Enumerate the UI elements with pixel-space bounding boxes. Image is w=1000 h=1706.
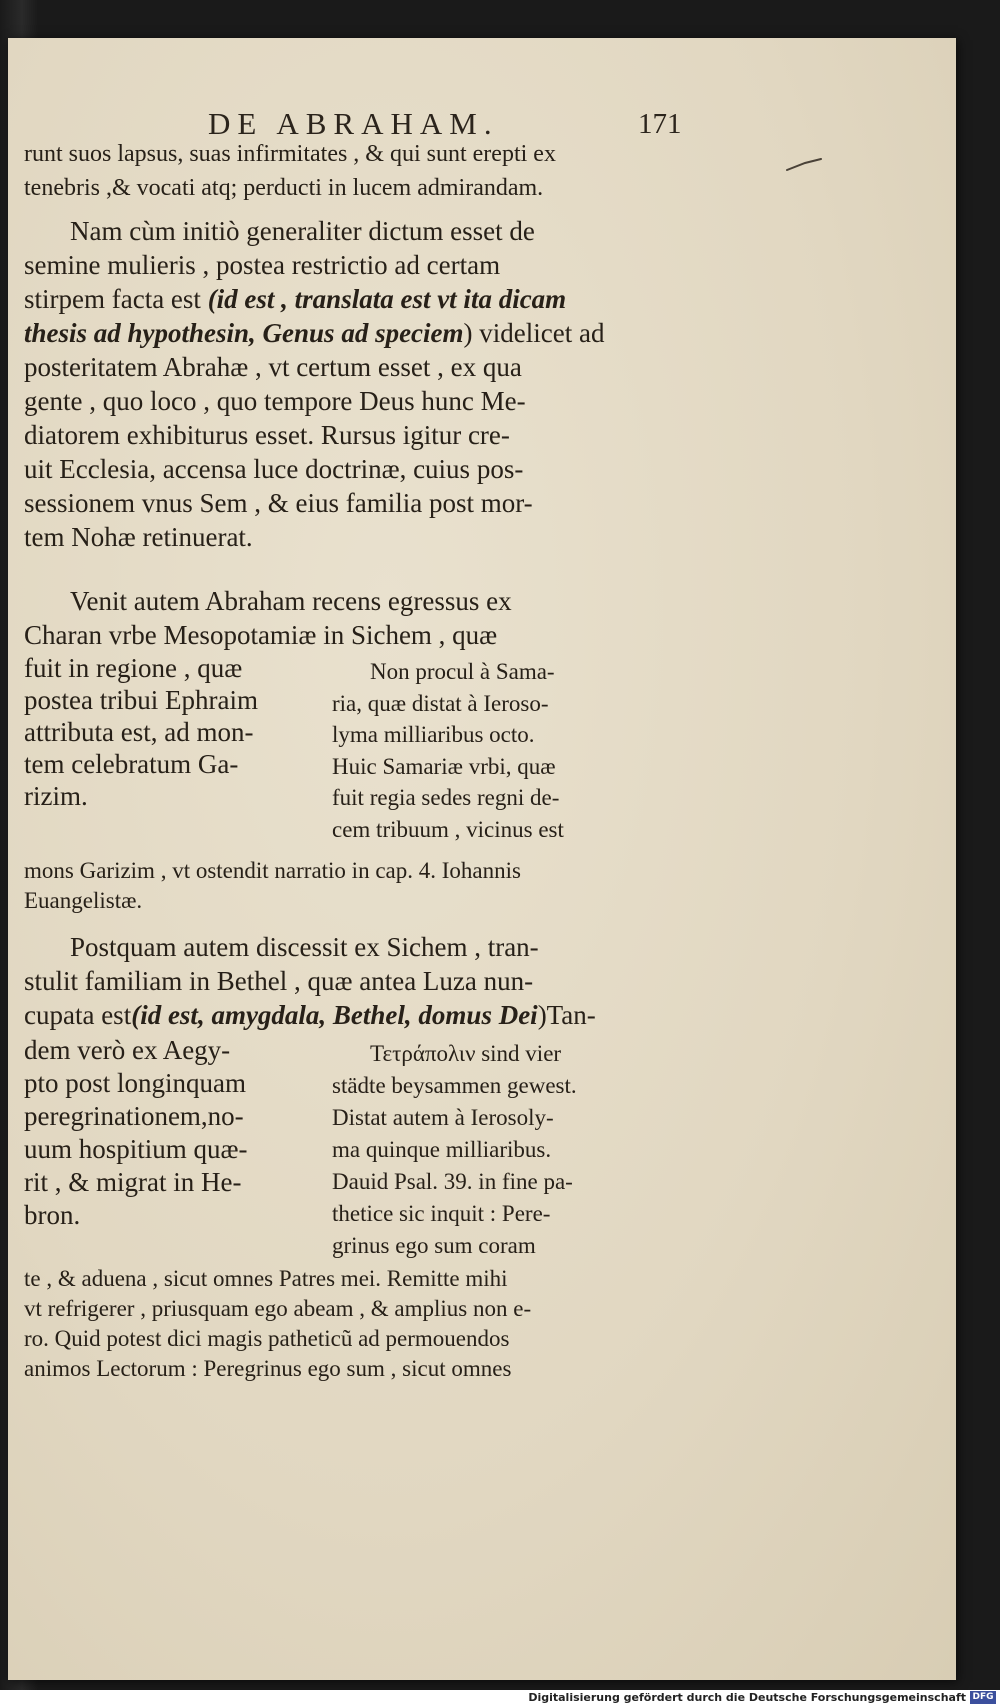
text-line: tenebris ,& vocati atq; perducti in lucem admirandam. bbox=[24, 174, 544, 201]
paragraph-2 bbox=[24, 584, 512, 652]
continuation-text bbox=[24, 138, 556, 205]
note-line: te , & aduena , sicut omnes Patres mei. Remitte mihi bbox=[24, 1266, 508, 1291]
text-line bbox=[24, 248, 664, 282]
italic-segment: (id est, amygdala, Bethel, domus Dei bbox=[131, 1000, 538, 1030]
text-segment: sessionem vnus Sem , & eius familia post mor- bbox=[24, 488, 533, 518]
text-line: uum hospitium quæ- bbox=[24, 1134, 248, 1164]
text-line bbox=[24, 930, 664, 964]
pencil-mark-icon bbox=[785, 158, 823, 172]
text-line bbox=[24, 520, 664, 554]
text-line bbox=[24, 964, 664, 998]
text-line: peregrinationem,no- bbox=[24, 1101, 244, 1131]
text-segment: uit Ecclesia, accensa luce doctrinæ, cuius pos- bbox=[24, 454, 524, 484]
running-head: DE ABRAHAM. bbox=[208, 106, 499, 141]
text-line: Charan vrbe Mesopotamiæ in Sichem , quæ bbox=[24, 620, 498, 650]
text-segment: semine mulieris , postea restrictio ad certam bbox=[24, 250, 501, 280]
text-line bbox=[24, 316, 664, 350]
note-line: ro. Quid potest dici magis patheticũ ad permouendos bbox=[24, 1326, 510, 1351]
text-line bbox=[24, 384, 664, 418]
note-line: Distat autem à Ierosoly- bbox=[332, 1105, 554, 1130]
text-line bbox=[24, 282, 664, 316]
text-line: Venit autem Abraham recens egressus ex bbox=[70, 586, 512, 616]
paragraph-3 bbox=[24, 930, 664, 1032]
page-number: 171 bbox=[638, 108, 682, 140]
text-segment: diatorem exhibiturus esset. Rursus igitur cre- bbox=[24, 420, 510, 450]
italic-segment: thesis ad hypothesin, Genus ad speciem bbox=[24, 318, 464, 348]
note-line: Dauid Psal. 39. in fine pa- bbox=[332, 1169, 573, 1194]
text-line: rizim. bbox=[24, 781, 88, 811]
text-line: pto post longinquam bbox=[24, 1068, 246, 1098]
text-segment: Nam cùm initiò generaliter dictum esset de bbox=[70, 216, 535, 246]
note-line: städte beysammen gewest. bbox=[332, 1073, 577, 1098]
text-line: postea tribui Ephraim bbox=[24, 685, 258, 715]
text-segment: stulit familiam in Bethel , quæ antea Luza nun- bbox=[24, 966, 534, 996]
note-line: Τετράπολιν sind vier bbox=[370, 1041, 562, 1066]
note-2-continuation bbox=[24, 1264, 531, 1384]
text-segment: Postquam autem discessit ex Sichem , tran- bbox=[70, 932, 539, 962]
note-line: fuit regia sedes regni de- bbox=[332, 785, 560, 810]
note-line: animos Lectorum : Peregrinus ego sum , sicut omnes bbox=[24, 1356, 512, 1381]
note-line: thetice sic inquit : Pere- bbox=[332, 1201, 551, 1226]
footer-credit: Digitalisierung gefördert durch die Deutsche Forschungsgemeinschaft bbox=[528, 1691, 966, 1704]
text-segment: stirpem facta est bbox=[24, 284, 208, 314]
note-line: Euangelistæ. bbox=[24, 888, 143, 913]
note-1 bbox=[332, 656, 664, 845]
text-line: rit , & migrat in He- bbox=[24, 1167, 242, 1197]
text-line bbox=[24, 486, 664, 520]
text-segment: gente , quo loco , quo tempore Deus hunc Me- bbox=[24, 386, 526, 416]
note-line: mons Garizim , vt ostendit narratio in cap. 4. Iohannis bbox=[24, 858, 521, 883]
text-segment: tem Nohæ retinuerat. bbox=[24, 522, 253, 552]
paragraph-2-left-column bbox=[24, 652, 258, 812]
note-1-continuation bbox=[24, 856, 521, 916]
note-line: Huic Samariæ vrbi, quæ bbox=[332, 753, 556, 779]
note-line: Non procul à Sama- bbox=[370, 659, 555, 684]
text-line bbox=[24, 418, 664, 452]
text-segment: cupata est bbox=[24, 1000, 132, 1030]
note-2 bbox=[332, 1038, 664, 1262]
dfg-logo: DFG bbox=[970, 1691, 996, 1704]
text-line: runt suos lapsus, suas infirmitates , & qui sunt erepti ex bbox=[24, 141, 556, 167]
note-line: ma quinque milliaribus. bbox=[332, 1137, 552, 1162]
paragraph-3-left-column bbox=[24, 1034, 248, 1232]
text-line bbox=[24, 452, 664, 486]
text-line: fuit in regione , quæ bbox=[24, 653, 243, 683]
italic-segment: (id est , translata est vt ita dicam bbox=[207, 284, 567, 314]
text-line: bron. bbox=[24, 1200, 81, 1230]
note-line: ria, quæ distat à Ieroso- bbox=[332, 690, 549, 716]
text-segment: )Tan- bbox=[537, 1000, 596, 1030]
note-line: grinus ego sum coram bbox=[332, 1233, 536, 1258]
text-segment: ) videlicet ad bbox=[463, 318, 605, 348]
text-line bbox=[24, 214, 664, 248]
text-line bbox=[24, 998, 664, 1032]
text-line bbox=[24, 350, 664, 384]
paragraph-1 bbox=[24, 214, 664, 554]
note-line: cem tribuum , vicinus est bbox=[332, 816, 564, 842]
text-line: tem celebratum Ga- bbox=[24, 749, 239, 779]
book-page bbox=[8, 38, 956, 1680]
note-line: lyma milliaribus octo. bbox=[332, 722, 535, 747]
text-line: attributa est, ad mon- bbox=[24, 717, 254, 747]
text-segment: posteritatem Abrahæ , vt certum esset , ex qua bbox=[24, 352, 522, 382]
text-line: dem verò ex Aegy- bbox=[24, 1035, 231, 1065]
note-line: vt refrigerer , priusquam ego abeam , & amplius non e- bbox=[24, 1296, 532, 1321]
